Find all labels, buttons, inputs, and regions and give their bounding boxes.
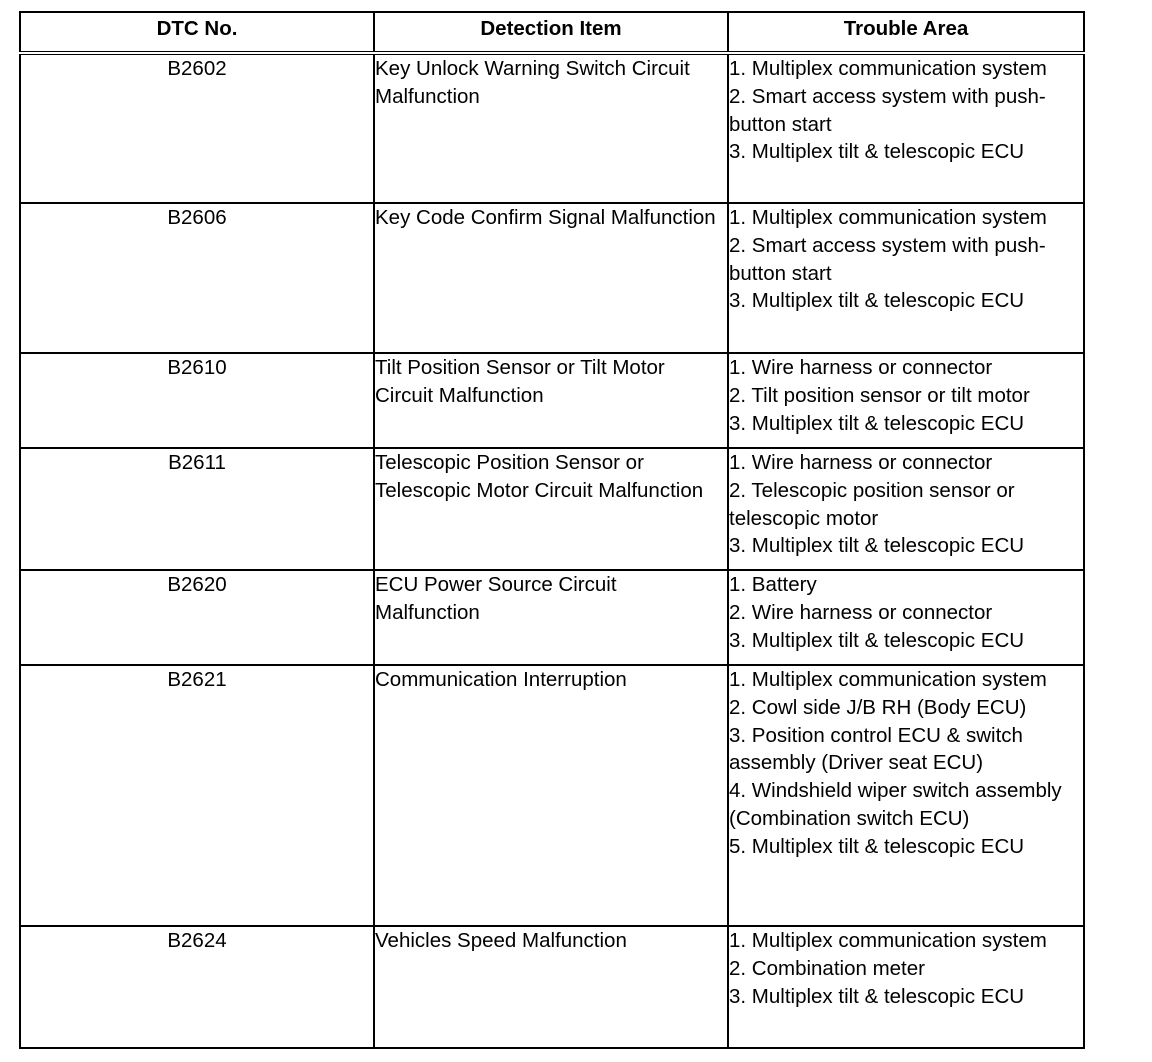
detection-item: ECU Power Source Circuit Malfunction — [374, 570, 728, 665]
dtc-code: B2606 — [20, 203, 374, 353]
trouble-area — [728, 926, 1084, 1048]
trouble-area-line: 2. Wire harness or connector — [729, 600, 993, 624]
trouble-area-line: 1. Battery — [729, 573, 817, 596]
trouble-area — [728, 665, 1084, 926]
table-row — [20, 926, 1084, 1048]
table-row — [20, 665, 1084, 926]
header-dtc-no: DTC No. — [20, 12, 374, 53]
table-row — [20, 448, 1084, 570]
trouble-area-line: 3. Multiplex tilt & telescopic ECU — [729, 984, 1025, 1008]
header-detection-item: Detection Item — [374, 12, 728, 53]
trouble-area-line: 3. Multiplex tilt & telescopic ECU — [729, 534, 1025, 558]
dtc-code: B2620 — [20, 570, 374, 665]
header-row — [20, 12, 1084, 53]
detection-item: Communication Interruption — [374, 665, 728, 926]
trouble-area — [728, 53, 1084, 203]
trouble-area-line: 3. Multiplex tilt & telescopic ECU — [729, 289, 1025, 313]
table-row — [20, 53, 1084, 203]
trouble-area-line: 3. Multiplex tilt & telescopic ECU — [729, 140, 1025, 164]
dtc-code: B2621 — [20, 665, 374, 926]
trouble-area-line: 3. Multiplex tilt & telescopic ECU — [729, 411, 1025, 435]
trouble-area-line: 2. Tilt position sensor or tilt motor — [729, 383, 1030, 407]
trouble-area — [728, 203, 1084, 353]
table-body — [20, 53, 1084, 1048]
table-row — [20, 570, 1084, 665]
detection-item: Key Code Confirm Signal Malfunction — [374, 203, 728, 353]
trouble-area-line: 5. Multiplex tilt & telescopic ECU — [729, 834, 1025, 858]
trouble-area-line: 2. Smart access system with push-button start — [729, 233, 1046, 285]
trouble-area-line: (Combination switch ECU) — [729, 806, 970, 830]
trouble-area-line: 2. Smart access system with push-button start — [729, 84, 1046, 136]
dtc-code: B2602 — [20, 53, 374, 203]
trouble-area-line: 3. Multiplex tilt & telescopic ECU — [729, 628, 1025, 652]
table-header — [20, 12, 1084, 53]
trouble-area-line: 2. Cowl side J/B RH (Body ECU) — [729, 695, 1027, 719]
trouble-area-line: 1. Multiplex communication system — [729, 668, 1047, 691]
trouble-area-line: 1. Multiplex communication system — [729, 206, 1047, 229]
detection-item: Tilt Position Sensor or Tilt Motor Circuit Malfunction — [374, 353, 728, 448]
table-row — [20, 203, 1084, 353]
trouble-area-line: 3. Position control ECU & switch assembly (Driver seat ECU) — [729, 723, 1023, 775]
trouble-area-line: 2. Telescopic position sensor or telescopic motor — [729, 478, 1015, 530]
header-trouble-area: Trouble Area — [728, 12, 1084, 53]
trouble-area — [728, 570, 1084, 665]
dtc-code: B2610 — [20, 353, 374, 448]
trouble-area — [728, 448, 1084, 570]
trouble-area-line: 2. Combination meter — [729, 956, 925, 980]
trouble-area — [728, 353, 1084, 448]
trouble-area-line: 1. Wire harness or connector — [729, 356, 993, 379]
detection-item: Vehicles Speed Malfunction — [374, 926, 728, 1048]
trouble-area-line: 4. Windshield wiper switch assembly — [729, 779, 1062, 803]
dtc-code: B2611 — [20, 448, 374, 570]
trouble-area-line: 1. Multiplex communication system — [729, 929, 1047, 952]
detection-item: Key Unlock Warning Switch Circuit Malfunction — [374, 53, 728, 203]
trouble-area-line: 1. Wire harness or connector — [729, 451, 993, 474]
dtc-code: B2624 — [20, 926, 374, 1048]
detection-item: Telescopic Position Sensor or Telescopic Motor Circuit Malfunction — [374, 448, 728, 570]
dtc-table — [19, 11, 1085, 1049]
table-row — [20, 353, 1084, 448]
trouble-area-line: 1. Multiplex communication system — [729, 57, 1047, 80]
